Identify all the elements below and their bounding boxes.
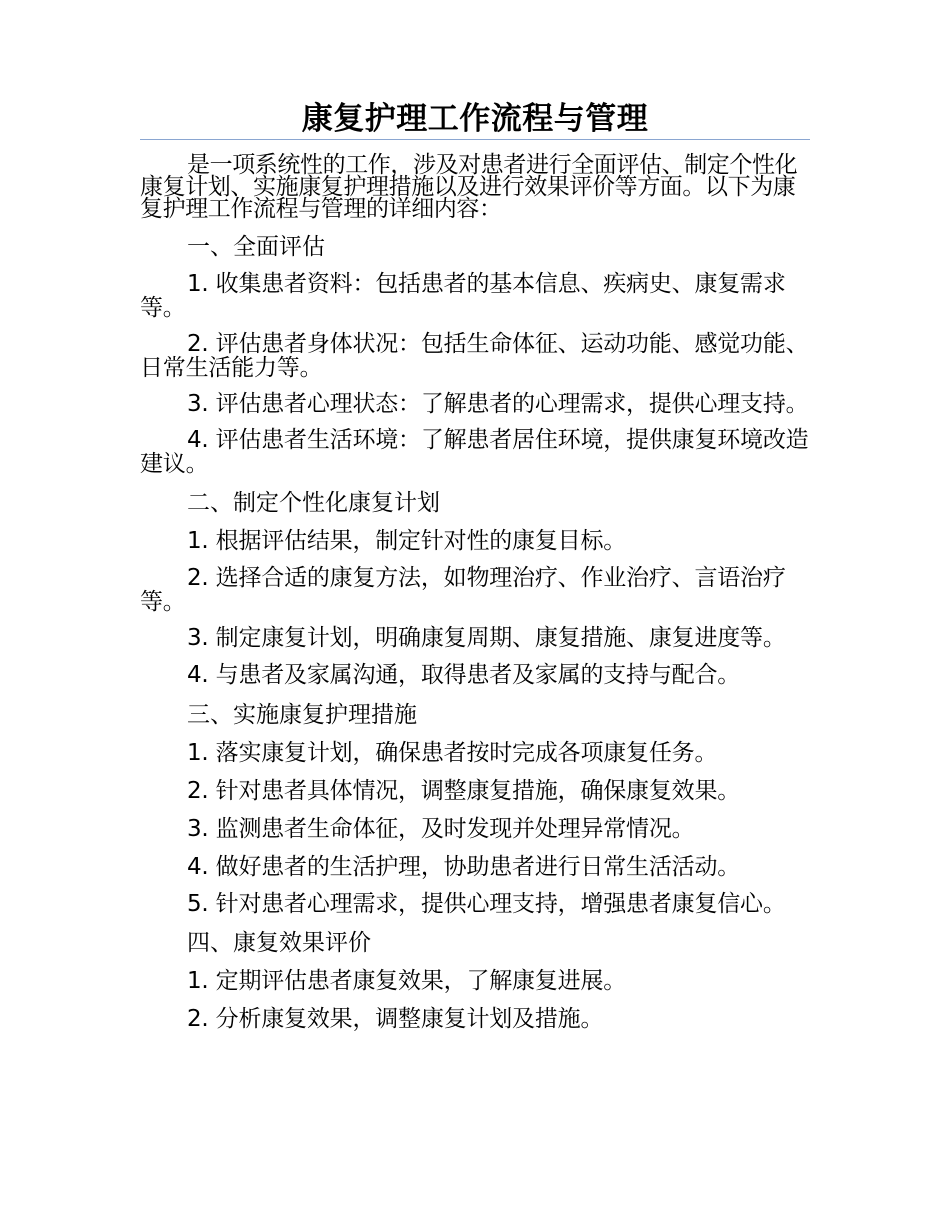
section-heading: 二、制定个性化康复计划 <box>187 490 440 516</box>
list-item: 3. 监测患者生命体征，及时发现并处理异常情况。 <box>187 816 695 842</box>
title-underline <box>140 139 810 140</box>
list-item: 4. 与患者及家属沟通，取得患者及家属的支持与配合。 <box>187 662 741 688</box>
section-assessment <box>140 234 810 476</box>
section-heading: 一、全面评估 <box>187 234 325 260</box>
list-item: 1. 根据评估结果，制定针对性的康复目标。 <box>187 528 627 554</box>
list-item: 4. 评估患者生活环境：了解患者居住环境，提供康复环境改造建议。 <box>140 427 809 477</box>
section-plan <box>140 490 810 688</box>
section-heading: 三、实施康复护理措施 <box>187 702 417 728</box>
section-evaluation <box>140 930 810 1032</box>
list-item: 1. 收集患者资料：包括患者的基本信息、疾病史、康复需求等。 <box>140 271 786 321</box>
list-item: 2. 评估患者身体状况：包括生命体征、运动功能、感觉功能、日常生活能力等。 <box>140 331 809 381</box>
list-item: 1. 落实康复计划，确保患者按时完成各项康复任务。 <box>187 740 718 766</box>
list-item: 1. 定期评估患者康复效果，了解康复进展。 <box>187 968 627 994</box>
intro-paragraph: 是一项系统性的工作，涉及对患者进行全面评估、制定个性化康复计划、实施康复护理措施以及进行效果评价等方面。以下为康复护理工作流程与管理的详细内容： <box>140 152 798 222</box>
list-item: 3. 制定康复计划，明确康复周期、康复措施、康复进度等。 <box>187 625 786 651</box>
list-item: 3. 评估患者心理状态：了解患者的心理需求，提供心理支持。 <box>187 391 809 417</box>
list-item: 5. 针对患者心理需求，提供心理支持，增强患者康复信心。 <box>187 891 786 917</box>
list-item: 2. 分析康复效果，调整康复计划及措施。 <box>187 1006 604 1032</box>
section-implementation <box>140 702 810 916</box>
document-page <box>140 100 810 1032</box>
list-item: 2. 选择合适的康复方法，如物理治疗、作业治疗、言语治疗等。 <box>140 565 786 615</box>
document-title: 康复护理工作流程与管理 <box>301 101 649 137</box>
list-item: 2. 针对患者具体情况，调整康复措施，确保康复效果。 <box>187 778 741 804</box>
section-heading: 四、康复效果评价 <box>187 930 371 956</box>
list-item: 4. 做好患者的生活护理，协助患者进行日常生活活动。 <box>187 854 741 880</box>
